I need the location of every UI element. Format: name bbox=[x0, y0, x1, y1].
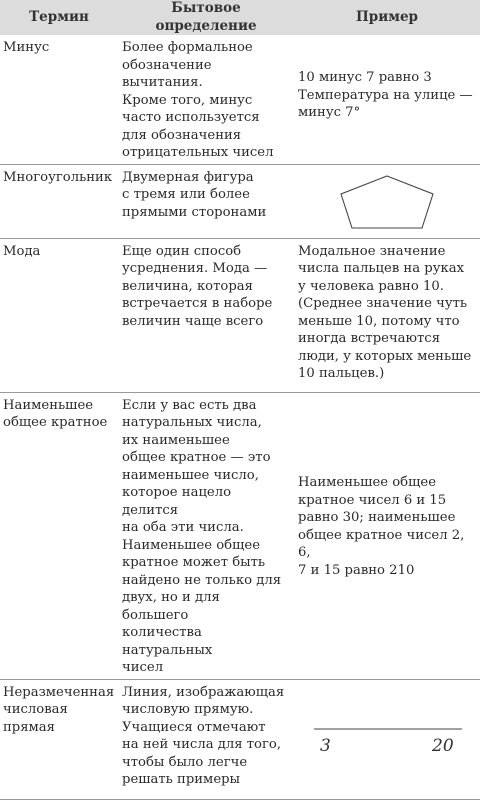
definition-cell: Линия, изображающая числовую прямую. Учащиеся отмечают на ней числа для того, чтобы было легче решать примеры bbox=[118, 679, 294, 799]
table-row bbox=[0, 164, 480, 238]
example-cell bbox=[294, 164, 480, 238]
table-row bbox=[0, 35, 480, 164]
definition-cell: Более формальное обозначение вычитания. Кроме того, минус часто используется для обозначения отрицательных чисел bbox=[118, 35, 294, 164]
number-line-label-start: 3 bbox=[320, 736, 331, 756]
example-cell: Модальное значение числа пальцев на руках у человека равно 10. (Среднее значение чуть меньше 10, потому что иногда встречаются люди, у которых меньше 10 пальцев.) bbox=[294, 238, 480, 392]
header-row bbox=[0, 0, 480, 35]
term-cell: Мода bbox=[0, 238, 118, 392]
pentagon-figure bbox=[327, 172, 447, 232]
header-term: Термин bbox=[0, 0, 118, 35]
header-definition: Бытовое определение bbox=[118, 0, 294, 35]
table-row bbox=[0, 679, 480, 799]
definition-cell: Если у вас есть два натуральных числа, их наименьшее общее кратное — это наименьшее число, которое нацело делится на оба эти числа. Наименьшее общее кратное может быть найдено не только для двух, но и для большего количества натуральных чисел bbox=[118, 392, 294, 679]
example-cell: 10 минус 7 равно 3 Температура на улице — минус 7° bbox=[294, 35, 480, 164]
pentagon-shape bbox=[341, 176, 433, 228]
table-row bbox=[0, 238, 480, 392]
number-line-label-end: 20 bbox=[432, 736, 454, 756]
definition-cell: Двумерная фигура с тремя или более прямыми сторонами bbox=[118, 164, 294, 238]
table-row bbox=[0, 392, 480, 679]
term-cell: Многоугольник bbox=[0, 164, 118, 238]
term-cell: Минус bbox=[0, 35, 118, 164]
term-cell: Наименьшее общее кратное bbox=[0, 392, 118, 679]
example-cell: Наименьшее общее кратное чисел 6 и 15 равно 30; наименьшее общее кратное чисел 2, 6, 7 и 15 равно 210 bbox=[294, 392, 480, 679]
example-cell bbox=[294, 679, 480, 799]
term-cell: Неразмеченная числовая прямая bbox=[0, 679, 118, 799]
definition-cell: Еще один способ усреднения. Мода — величина, которая встречается в наборе величин чаще всего bbox=[118, 238, 294, 392]
number-line-figure bbox=[302, 715, 472, 765]
header-example: Пример bbox=[294, 0, 480, 35]
